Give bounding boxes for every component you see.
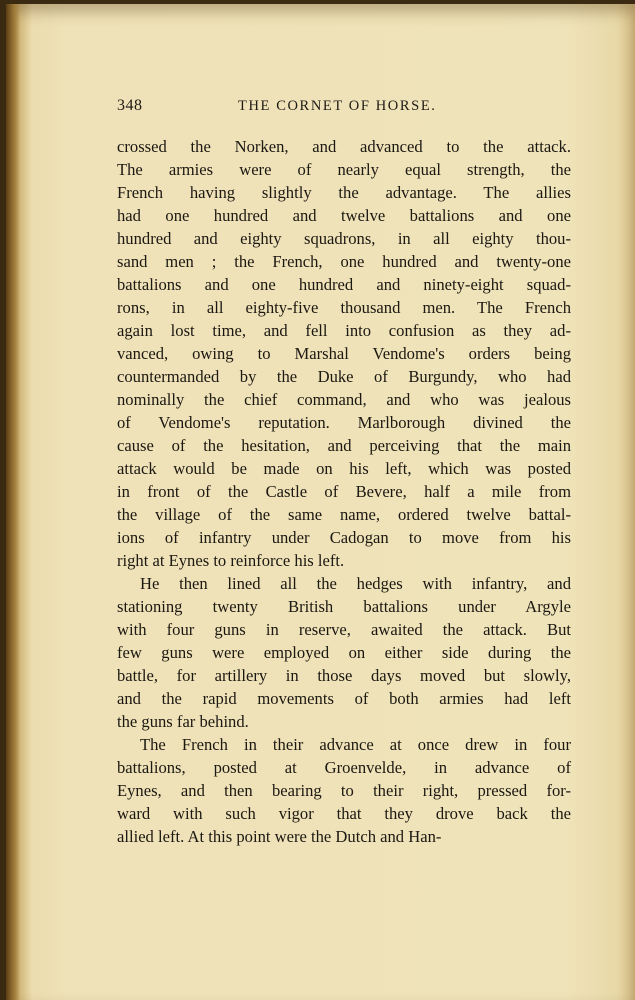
paragraph <box>117 135 571 572</box>
text-line: crossed the Norken, and advanced to the attack. <box>117 137 571 156</box>
paragraph <box>117 733 571 848</box>
text-line: battalions, posted at Groenvelde, in advance of <box>117 758 571 777</box>
book-page <box>6 4 635 1000</box>
body-text <box>117 135 571 848</box>
text-line: with four guns in reserve, awaited the attack. But <box>117 620 571 639</box>
paragraph <box>117 572 571 733</box>
text-line: battle, for artillery in those days moved but slowly, <box>117 666 571 685</box>
text-line: the guns far behind. <box>117 712 249 731</box>
text-line: again lost time, and fell into confusion as they ad- <box>117 321 571 340</box>
page-number: 348 <box>117 97 143 114</box>
text-line: allied left. At this point were the Dutch and Han- <box>117 827 442 846</box>
text-line: countermanded by the Duke of Burgundy, who had <box>117 367 571 386</box>
text-line: nominally the chief command, and who was jealous <box>117 390 571 409</box>
book-title: THE CORNET OF HORSE. <box>238 98 437 114</box>
text-line: vanced, owing to Marshal Vendome's orders being <box>117 344 571 363</box>
text-line: right at Eynes to reinforce his left. <box>117 551 345 570</box>
page-spine-shadow <box>6 4 20 1000</box>
text-line: attack would be made on his left, which was posted <box>117 459 571 478</box>
text-line: in front of the Castle of Bevere, half a mile from <box>117 482 571 501</box>
text-line: French having slightly the advantage. The allies <box>117 183 571 202</box>
text-line: the village of the same name, ordered twelve battal- <box>117 505 571 524</box>
text-line: ions of infantry under Cadogan to move from his <box>117 528 571 547</box>
running-head <box>117 97 571 121</box>
text-line: sand men ; the French, one hundred and twenty-one <box>117 252 571 271</box>
text-line: Eynes, and then bearing to their right, pressed for- <box>117 781 571 800</box>
text-line: and the rapid movements of both armies had left <box>117 689 571 708</box>
text-line: hundred and eighty squadrons, in all eighty thou- <box>117 229 571 248</box>
text-line: He then lined all the hedges with infantry, and <box>140 574 571 593</box>
text-line: had one hundred and twelve battalions and one <box>117 206 571 225</box>
text-line: The armies were of nearly equal strength, the <box>117 160 571 179</box>
text-line: ward with such vigor that they drove back the <box>117 804 571 823</box>
text-line: cause of the hesitation, and perceiving that the main <box>117 436 571 455</box>
text-line: The French in their advance at once drew in four <box>140 735 571 754</box>
text-line: battalions and one hundred and ninety-eight squad- <box>117 275 571 294</box>
text-line: stationing twenty British battalions under Argyle <box>117 597 571 616</box>
text-line: few guns were employed on either side during the <box>117 643 571 662</box>
text-line: rons, in all eighty-five thousand men. The French <box>117 298 571 317</box>
text-line: of Vendome's reputation. Marlborough divined the <box>117 413 571 432</box>
